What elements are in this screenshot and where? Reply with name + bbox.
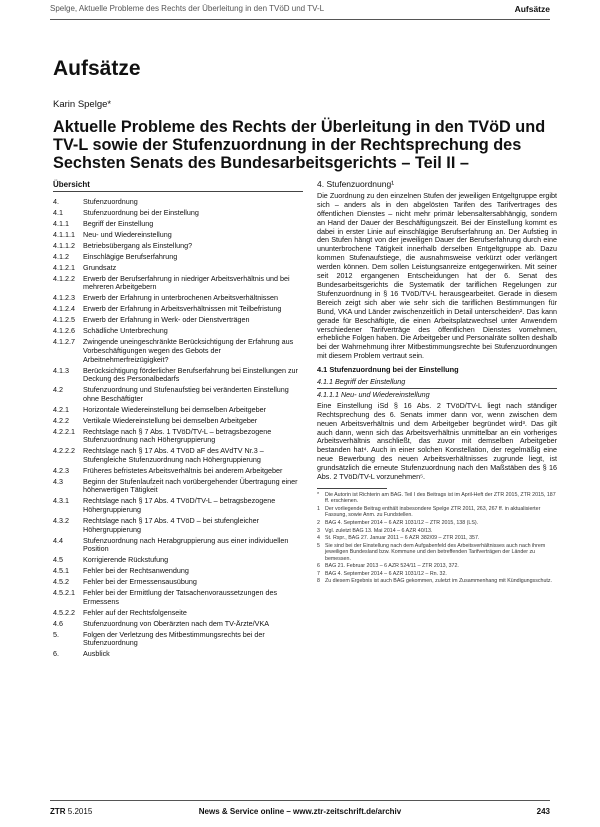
section-title: Aufsätze: [53, 57, 141, 80]
toc-item-number: 4.5.2.1: [53, 588, 75, 598]
footnote: [317, 506, 557, 519]
toc-item-text: Begriff der Einstellung: [83, 218, 154, 228]
toc-item-text: Fehler auf der Rechtsfolgenseite: [83, 607, 187, 617]
table-of-contents: [53, 180, 303, 661]
footer-link[interactable]: News & Service online – www.ztr-zeitschrift.de/archiv: [198, 807, 402, 816]
footnote-text: Vgl. zuletzt BAG 13. Mai 2014 – 6 AZR 40/13.: [325, 527, 433, 534]
toc-item-number: 4.1.1.2: [53, 240, 75, 250]
toc-item-number: 4.4: [53, 535, 63, 545]
toc-item-number: 4.2.2: [53, 415, 69, 425]
toc-item-number: 4.1: [53, 207, 63, 217]
footnote-number: 4: [317, 535, 320, 542]
toc-item-number: 4.1.2.3: [53, 293, 75, 303]
toc-item-text: Beginn der Stufenlaufzeit nach vorübergehender Übertragung einer höherwertigen Tätigkeit: [83, 476, 298, 495]
toc-item-number: 4.1.2.6: [53, 326, 75, 336]
toc-item: [53, 220, 303, 229]
toc-item: [53, 589, 303, 606]
toc-item: [53, 367, 303, 384]
body-paragraph: Eine Einstellung iSd § 16 Abs. 2 TVöD/TV-L liegt nach ständiger Rechtsprechung des 6. Senats immer dann vor, wenn zwischen dem neuen Arbeitsverhältnis und dem Arbeitgeber begründet wird³. Das gilt auch dann, wenn sich das Arbeitsverhältnis unmittelbar an ein vorheriges Arbeitsverhältnis anschließt, das zuvor mit demselben Arbeitgeber bestanden hat⁴. Auch in einer solchen Konstellation, der regelmäßig eine neue Bewerbung des neuen Arbeitsverhältnisses zugrunde liegt, ist grundsätzlich die erneute Stufenzuordnung nach den Maßstäben des § 16 Abs. 2 TVöD/TV-L vorzunehmen⁵.: [317, 400, 557, 482]
toc-item-text: Horizontale Wiedereinstellung bei demselben Arbeitgeber: [83, 404, 266, 414]
header-rule: [50, 19, 550, 20]
toc-item-text: Folgen der Verletzung des Mitbestimmungsrechts bei der Stufenzuordnung: [83, 629, 265, 648]
toc-item-number: 4.1.2.4: [53, 304, 75, 314]
toc-item-number: 4.1.2.1: [53, 262, 75, 272]
toc-item: [53, 231, 303, 240]
toc-item-text: Neu- und Wiedereinstellung: [83, 229, 172, 239]
footnote: [317, 535, 557, 541]
heading-4: 4. Stufenzuordnung¹: [317, 179, 395, 189]
toc-item: [53, 517, 303, 534]
toc-item-number: 4.5.2.2: [53, 607, 75, 617]
toc-item-number: 4.5.2: [53, 577, 69, 587]
toc-item: [53, 417, 303, 426]
footnote-text: BAG 4. September 2014 – 6 AZR 1031/12 – ZTR 2015, 138 (LS).: [325, 520, 479, 526]
toc-item-text: Erwerb der Erfahrung in unterbrochenen Arbeitsverhältnissen: [83, 293, 278, 303]
toc-item-text: Grundsatz: [83, 262, 117, 272]
toc-item-number: 4.: [53, 197, 59, 206]
toc-item-text: Früheres befristetes Arbeitsverhältnis bei anderem Arbeitgeber: [83, 465, 283, 475]
toc-item-number: 4.1.2.5: [53, 315, 75, 325]
running-head-right: Aufsätze: [514, 4, 550, 14]
toc-item-text: Rechtslage nach § 17 Abs. 4 TVöD/TV-L – betragsbezogene Höhergruppierung: [83, 496, 276, 515]
toc-item-number: 4.2.2.2: [53, 446, 75, 456]
toc-item: [53, 556, 303, 565]
footnote-rule: [317, 488, 387, 489]
author: Karin Spelge*: [53, 99, 112, 110]
toc-item-text: Berücksichtigung förderlicher Berufserfahrung bei Einstellungen zur Deckung des Personalbedarfs: [83, 365, 298, 384]
toc-item-number: 4.1.2.7: [53, 337, 75, 347]
article-body: [317, 180, 557, 586]
footer-rule: [50, 800, 550, 801]
footnote-text: Sie sind bei der Einstellung nach dem Aufgabenfeld des Arbeitsverhältnisses auch nach ihrem jeweiligen Bundesland bzw. Kommune und den betreffenden Tarifverträgen der Länder zu bemessen.: [325, 542, 546, 562]
toc-item: [53, 242, 303, 251]
footnote-number: *: [317, 492, 320, 498]
toc-item: [53, 578, 303, 587]
footnote-number: 7: [317, 570, 320, 577]
toc-item-text: Vertikale Wiedereinstellung bei demselben Arbeitgeber: [83, 415, 258, 425]
toc-item: [53, 275, 303, 292]
footnote-text: BAG 4. September 2014 – 6 AZR 1031/12 – Rn. 32.: [325, 570, 447, 577]
toc-item-number: 4.1.1.1: [53, 229, 75, 239]
footnote: [317, 571, 557, 577]
toc-item: [53, 305, 303, 314]
toc-item-text: Erwerb der Berufserfahrung in niedriger Arbeitsverhältnis und bei mehreren Arbeitgebern: [83, 273, 290, 292]
toc-item: [53, 537, 303, 554]
toc-item-text: Erwerb der Erfahrung in Arbeitsverhältnissen mit Teilbefristung: [83, 304, 282, 314]
toc-list: [53, 198, 303, 659]
toc-item-number: 4.1.2.2: [53, 273, 75, 283]
toc-item-number: 5.: [53, 629, 59, 639]
footnote-text: St. Rspr., BAG 27. Januar 2011 – 6 AZR 382/09 – ZTR 2011, 357.: [325, 535, 480, 542]
toc-item-number: 4.5: [53, 555, 63, 565]
footnote-text: Die Autorin ist Richterin am BAG. Teil I des Beitrags ist im April-Heft der ZTR 2015, ZTR 2015, 187 ff. erschienen.: [325, 492, 556, 505]
toc-item-text: Stufenzuordnung nach Herabgruppierung aus einer individuellen Position: [83, 535, 289, 554]
footnote-number: 8: [317, 578, 320, 585]
toc-item: [53, 338, 303, 364]
toc-item: [53, 327, 303, 336]
article-title: Aktuelle Probleme des Rechts der Überleitung in den TVöD und TV-L sowie der Stufenzuordnung in der Rechtsprechung des Sechsten Senats des Bundesarbeitsgerichts – Teil II –: [53, 118, 546, 172]
running-head: [0, 0, 600, 30]
toc-item-number: 4.1.2: [53, 251, 69, 261]
toc-item: [53, 316, 303, 325]
footnote: [317, 543, 557, 562]
toc-item-number: 4.2.3: [53, 465, 69, 475]
toc-item-number: 4.6: [53, 618, 63, 628]
toc-item-text: Stufenzuordnung: [83, 197, 138, 206]
heading-4-1-1: 4.1.1 Begriff der Einstellung: [317, 378, 557, 389]
toc-item-text: Fehler bei der Ermessensausübung: [83, 577, 197, 587]
footnotes: [317, 492, 557, 585]
toc-item-number: 4.3.2: [53, 516, 69, 525]
toc-item-text: Einschlägige Berufserfahrung: [83, 251, 178, 261]
toc-item: [53, 609, 303, 618]
footnote: [317, 563, 557, 569]
toc-item-text: Fehler bei der Ermittlung der Tatsachenvoraussetzungen des Ermessens: [83, 588, 278, 606]
toc-item: [53, 253, 303, 262]
toc-item-text: Betriebsübergang als Einstellung?: [83, 240, 193, 250]
toc-item: [53, 631, 303, 648]
toc-item-number: 4.2: [53, 385, 63, 395]
page-number: 243: [536, 807, 550, 816]
toc-item: [53, 447, 303, 464]
intro-paragraph: Die Zuordnung zu den einzelnen Stufen der jeweiligen Entgeltgruppe ergibt sich – anders als in den abgelösten Tarifen des Tarifvertrages des öffentlichen Dienstes – nicht mehr primär lebensaltersabhängig, sondern an Hand der Dauer der Beschäftigungszeit. Bei der Einstellung kommt es dabei in erster Linie auf einschlägige Berufserfahrung an. Der Aufstieg in den Stufen hängt von der jeweiligen Dauer der Berufserfahrung durch eine ununterbrochene Tätigkeit innerhalb derselben Entgeltgruppe ab. Dazu kommen Stufenaufstiege, die ausnahmsweise verkürzt oder verlängert werden können. Dem sollen Leistungsanreize entgegenwirken. Mit seiner seit 2012 ergangenen Entscheidungen hat der 6. Senat des Bundesarbeitsgerichts die Systematik der tariflichen Regelungen zur Stufenzuordnung in § 16 TVöD/TV-L herausgearbeitet. Gerade in diesem Bereich zeigt sich aber wie sehr sich die tariflichen Bestimmungen für Bund, VKA und Länder zwischenzeitlich in Detail unterscheiden². Das kann gerade für Beschäftigte, die einen Arbeitsplatzwechsel unter Anwendern verschiedener Tarifverträge des öffentlichen Dienstes vornehmen, erhebliche Folgen haben. Die Arbeitgeber und Personalräte sollten deshalb bei der Wahrnehmung ihrer Mitbestimmungsrechte bei Stufenzuordnungen mit diesem Problem vertraut sein.: [317, 190, 557, 361]
toc-item-text: Ausblick: [83, 649, 110, 659]
toc-item: [53, 264, 303, 273]
running-head-left: Spelge, Aktuelle Probleme des Rechts der Überleitung in den TVöD und TV-L: [50, 4, 325, 13]
toc-item-text: Erwerb der Erfahrung in Werk- oder Dienstverträgen: [83, 315, 250, 325]
toc-item-number: 4.5.1: [53, 566, 69, 576]
toc-item-text: Rechtslage nach § 17 Abs. 4 TVöD – bei stufengleicher Höhergruppierung: [83, 516, 260, 534]
toc-item-number: 4.3: [53, 476, 63, 486]
toc-item-text: Fehler bei der Rechtsanwendung: [83, 566, 189, 576]
toc-item-text: Rechtslage nach § 17 Abs. 4 TVöD aF des AVdTV Nr.3 – Stufengleiche Stufenzuordnung nach Höhergruppierung: [83, 446, 264, 464]
toc-item: [53, 406, 303, 415]
heading-4-1: 4.1 Stufenzuordnung bei der Einstellung: [317, 365, 459, 375]
toc-item: [53, 386, 303, 403]
toc-item-text: Stufenzuordnung bei der Einstellung: [83, 207, 199, 217]
toc-heading: Übersicht: [53, 180, 303, 192]
footnote-number: 1: [317, 506, 320, 512]
toc-item: [53, 198, 303, 207]
toc-item: [53, 567, 303, 576]
toc-item-text: Schädliche Unterbrechung: [83, 326, 168, 336]
footnote-number: 5: [317, 542, 320, 549]
footer-journal: ZTR 5.2015: [50, 807, 93, 816]
toc-item-number: 4.3.1: [53, 496, 69, 506]
toc-item-number: 4.1.3: [53, 365, 69, 375]
footnote-number: 3: [317, 527, 320, 534]
footnote: [317, 578, 557, 584]
footnote: [317, 492, 557, 505]
toc-item: [53, 209, 303, 218]
toc-item-text: Stufenzuordnung von Oberärzten nach dem TV-Ärzte/VKA: [83, 618, 270, 628]
toc-item: [53, 497, 303, 514]
footnote: [317, 528, 557, 534]
toc-item: [53, 467, 303, 476]
toc-item-number: 4.1.1: [53, 218, 69, 228]
toc-item: [53, 478, 303, 495]
toc-item-text: Zwingende uneingeschränkte Berücksichtigung der Erfahrung aus Vorbeschäftigungen wegen des Gebots der Arbeitnehmerfreizügigkeit?: [83, 337, 294, 364]
toc-item-text: Korrigierende Rückstufung: [83, 555, 169, 565]
toc-item: [53, 428, 303, 445]
toc-item-number: 4.2.2.1: [53, 426, 75, 436]
footnote-number: 2: [317, 520, 320, 526]
toc-item: [53, 650, 303, 659]
footnote-text: Zu diesem Ergebnis ist auch BAG gekommen, zuletzt im Zusammenhang mit Kündigungsschutz.: [325, 578, 552, 585]
toc-item-text: Rechtslage nach § 7 Abs. 1 TVöD/TV-L – betragsbezogene Stufenzuordnung nach Höhergruppierung: [83, 426, 272, 445]
footnote-text: BAG 21. Februar 2013 – 6 AZR 524/11 – ZTR 2013, 372.: [325, 563, 459, 570]
footnote-number: 6: [317, 563, 320, 570]
page-footer: [0, 800, 600, 827]
toc-item: [53, 294, 303, 303]
toc-item: [53, 620, 303, 629]
footnote: [317, 520, 557, 526]
heading-4-1-1-1: 4.1.1.1 Neu- und Wiedereinstellung: [317, 389, 430, 399]
footnote-text: Der vorliegende Beitrag enthält insbesondere Spelge ZTR 2011, 263, 267 ff. in aktualisierter Fassung, sowie Anm. zu Fundstellen.: [325, 506, 541, 519]
toc-item-number: 6.: [53, 649, 59, 659]
toc-item-text: Stufenzuordnung und Stufenaufstieg bei veränderten Einstellung ohne Beschäftigter: [83, 385, 289, 403]
toc-item-number: 4.2.1: [53, 404, 69, 414]
